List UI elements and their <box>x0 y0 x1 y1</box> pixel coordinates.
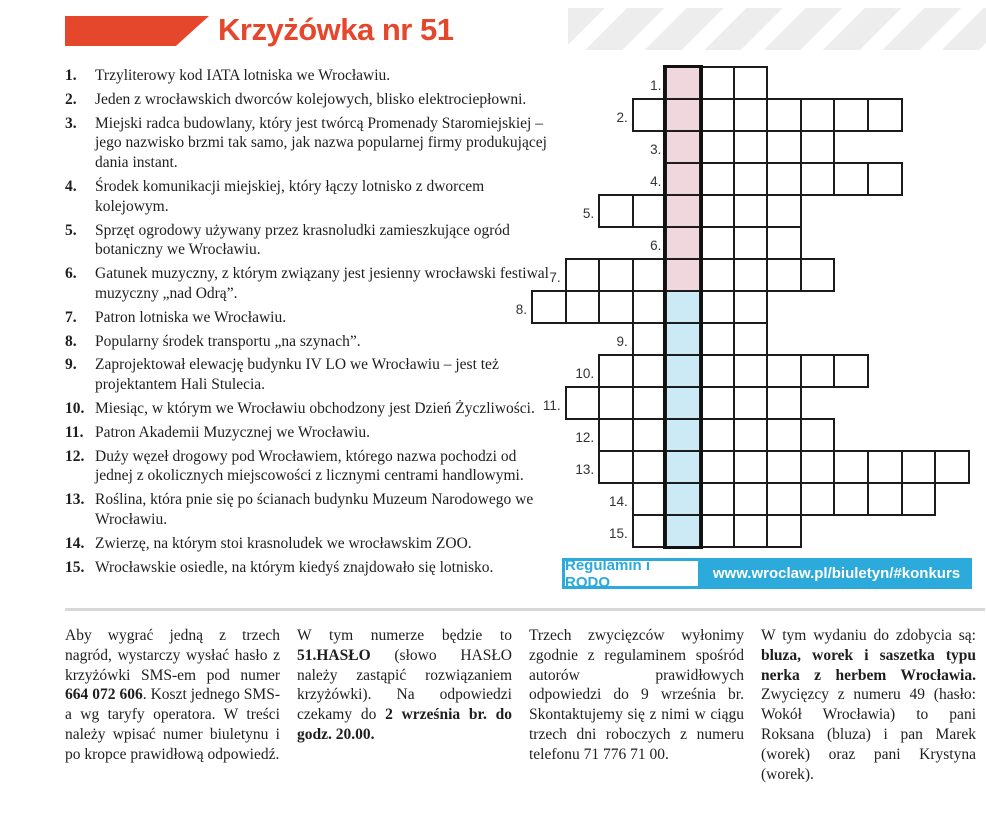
grid-cell <box>800 354 836 388</box>
grid-cell <box>632 450 668 484</box>
grid-cell <box>598 418 634 452</box>
grid-cell <box>598 290 634 324</box>
clue-text: Trzyliterowy kod IATA lotniska we Wrocławiu. <box>95 67 391 84</box>
text-segment: Aby wygrać jedną z trzech nagród, wystarczy wysłać hasło z krzyżówki SMS-em pod numer <box>65 627 280 684</box>
grid-cell <box>867 98 903 132</box>
text-segment: Zwycięzcy z numeru 49 (hasło: Wokół Wrocławia) to pani Roksana (bluza) i pan Marek (worek) oraz pani Krystyna (worek). <box>761 686 976 783</box>
grid-cell <box>565 290 601 324</box>
grid-cell <box>800 98 836 132</box>
text-segment: . Koszt jednego SMS-a wg taryfy operatora. W treści należy wpisać numer biuletynu i po kropce prawidłową odpowiedź. <box>65 686 280 763</box>
grid-cell <box>632 290 668 324</box>
grid-cell <box>699 66 735 100</box>
grid-cell <box>766 162 802 196</box>
clue-item <box>65 558 551 578</box>
clue-text: Zaprojektował elewację budynku IV LO we Wrocławiu – jest też projektantem Hali Stulecia. <box>95 356 499 394</box>
section-divider <box>65 608 985 611</box>
grid-cell <box>699 322 735 356</box>
clue-item <box>65 308 551 328</box>
clue-item <box>65 114 551 173</box>
grid-cell <box>699 386 735 420</box>
grid-cell <box>598 194 634 228</box>
grid-row-label: 7. <box>549 270 561 285</box>
clue-text: Duży węzeł drogowy pod Wrocławiem, którego nazwa pochodzi od jednej z okolicznych miejscowości z licznymi centrami handlowymi. <box>95 447 524 485</box>
clue-text: Sprzęt ogrodowy używany przez krasnoludki zamieszkujące ogród botaniczny we Wrocławiu. <box>95 221 510 259</box>
clue-text: Patron lotniska we Wrocławiu. <box>95 308 287 326</box>
grid-cell <box>699 258 735 292</box>
grid-cell <box>867 482 903 516</box>
clue-item <box>65 221 551 261</box>
grid-row-label: 8. <box>515 302 527 317</box>
text-segment: 51.HASŁO <box>297 646 371 664</box>
clue-number: 9. <box>65 356 77 374</box>
clue-item <box>65 399 551 419</box>
grid-cell <box>665 226 701 260</box>
grid-cell <box>867 162 903 196</box>
grid-cell <box>766 450 802 484</box>
info-paragraph <box>297 626 512 785</box>
info-paragraph <box>761 626 976 785</box>
text-segment: bluza, worek i saszetka typu nerka z herbem Wrocławia. <box>761 646 976 684</box>
grid-cell <box>901 482 937 516</box>
grid-cell <box>733 162 769 196</box>
grid-cell <box>699 418 735 452</box>
clue-text: Popularny środek transportu „na szynach”. <box>95 332 361 350</box>
grid-cell <box>699 450 735 484</box>
grid-cell <box>766 130 802 164</box>
clue-number: 6. <box>65 265 77 283</box>
regulations-link[interactable]: Regulamin i RODO <box>562 558 701 589</box>
grid-cell <box>733 66 769 100</box>
clue-number: 3. <box>65 114 77 132</box>
grid-cell <box>766 418 802 452</box>
grid-cell <box>598 450 634 484</box>
grid-cell <box>632 514 668 548</box>
clue-text: Wrocławskie osiedle, na którym kiedyś znajdowało się lotnisko. <box>95 558 494 576</box>
grid-cell <box>733 258 769 292</box>
grid-cell <box>733 322 769 356</box>
grid-cell <box>565 258 601 292</box>
diagonal-stripes-decoration <box>568 8 986 50</box>
grid-cell <box>565 386 601 420</box>
grid-row-label: 11. <box>542 398 561 413</box>
grid-cell <box>665 130 701 164</box>
clue-text: Patron Akademii Muzycznej we Wrocławiu. <box>95 423 370 441</box>
clue-item <box>65 534 551 554</box>
clue-list <box>65 66 551 581</box>
text-segment: (słowo HASŁO należy zastąpić rozwiązaniem krzyżówki). Na odpowiedzi czekamy do <box>297 646 512 724</box>
grid-cell <box>699 98 735 132</box>
grid-row-label: 9. <box>616 334 628 349</box>
text-segment: 2 września br. do godz. 20.00. <box>297 706 512 744</box>
grid-cell <box>665 482 701 516</box>
clue-number: 1. <box>65 67 77 84</box>
grid-cell <box>733 386 769 420</box>
grid-cell <box>800 450 836 484</box>
grid-row-label: 14. <box>609 494 628 509</box>
clue-number: 7. <box>65 308 77 326</box>
clue-number: 4. <box>65 177 77 195</box>
grid-cell <box>766 98 802 132</box>
grid-cell <box>733 226 769 260</box>
grid-cell <box>665 514 701 548</box>
grid-cell <box>665 418 701 452</box>
grid-cell <box>699 354 735 388</box>
clue-text: Środek komunikacji miejskiej, który łączy lotnisko z dworcem kolejowym. <box>95 177 485 215</box>
grid-cell <box>733 418 769 452</box>
clue-item <box>65 490 551 530</box>
grid-cell <box>733 450 769 484</box>
grid-row-label: 15. <box>609 526 628 541</box>
clue-number: 12. <box>65 447 85 465</box>
grid-cell <box>733 482 769 516</box>
grid-cell <box>800 258 836 292</box>
grid-cell <box>665 66 701 100</box>
grid-cell <box>632 194 668 228</box>
grid-cell <box>632 98 668 132</box>
grid-row-label: 5. <box>582 206 595 221</box>
grid-cell <box>632 354 668 388</box>
text-segment: Trzech zwycięzców wyłonimy zgodnie z regulaminem spośród autorów prawidłowych odpowiedzi do 9 września br. Skontaktujemy się z nimi w ciągu trzech dni roboczych z numeru telefonu 71 776 71 00. <box>529 627 744 763</box>
text-segment: W tym wydaniu do zdobycia są: <box>761 627 976 644</box>
info-paragraph <box>529 626 744 785</box>
clue-number: 8. <box>65 332 77 350</box>
grid-cell <box>867 450 903 484</box>
grid-row-label: 6. <box>650 238 662 253</box>
clue-number: 5. <box>65 221 77 239</box>
grid-cell <box>598 354 634 388</box>
grid-row-label: 13. <box>575 462 595 477</box>
grid-cell <box>733 354 769 388</box>
grid-cell <box>665 98 701 132</box>
clue-number: 14. <box>65 534 85 552</box>
grid-cell <box>934 450 970 484</box>
grid-footer-bar <box>562 558 972 589</box>
clue-number: 11. <box>65 423 84 441</box>
grid-cell <box>632 418 668 452</box>
grid-row-label: 4. <box>650 174 662 189</box>
grid-cell <box>733 194 769 228</box>
grid-cell <box>833 162 869 196</box>
text-segment: 664 072 606 <box>65 686 143 704</box>
grid-cell <box>632 322 668 356</box>
grid-cell <box>699 514 735 548</box>
contest-url-link[interactable]: www.wroclaw.pl/biuletyn/#konkurs <box>701 558 972 589</box>
grid-cell <box>699 162 735 196</box>
grid-row-label: 10. <box>575 366 595 381</box>
grid-cell <box>901 450 937 484</box>
grid-cell <box>665 290 701 324</box>
page-title: Krzyżówka nr 51 <box>218 12 454 47</box>
grid-row-label: 2. <box>616 110 628 125</box>
grid-cell <box>733 290 769 324</box>
info-paragraph <box>65 626 280 785</box>
clue-text: Gatunek muzyczny, z którym związany jest jesienny wrocławski festiwal muzyczny „nad Odrą”. <box>95 265 549 302</box>
grid-cell <box>766 194 802 228</box>
grid-cell <box>598 258 634 292</box>
clue-item <box>65 423 551 443</box>
clue-item <box>65 355 551 395</box>
grid-cell <box>766 482 802 516</box>
grid-cell <box>699 226 735 260</box>
clue-number: 10. <box>65 399 85 417</box>
clue-text: Miejski radca budowlany, który jest twórcą Promenady Staromiejskiej – jego nazwisko brzmi tak samo, jak nazwa popularnej firmy produkującej dania instant. <box>95 114 547 172</box>
grid-cell <box>833 450 869 484</box>
grid-row-label: 3. <box>650 142 662 157</box>
grid-cell <box>833 482 869 516</box>
grid-cell <box>632 482 668 516</box>
clue-item <box>65 447 551 487</box>
grid-cell <box>665 386 701 420</box>
grid-cell <box>665 450 701 484</box>
grid-cell <box>733 98 769 132</box>
grid-cell <box>665 194 701 228</box>
grid-cell <box>800 482 836 516</box>
clue-item <box>65 66 551 86</box>
clue-text: Zwierzę, na którym stoi krasnoludek we wrocławskim ZOO. <box>95 534 472 552</box>
grid-cell <box>833 98 869 132</box>
grid-cell <box>699 130 735 164</box>
grid-cell <box>766 226 802 260</box>
grid-cell <box>531 290 567 324</box>
grid-cell <box>632 258 668 292</box>
grid-cell <box>665 258 701 292</box>
clue-number: 2. <box>65 90 77 108</box>
grid-cell <box>800 162 836 196</box>
grid-cell <box>699 194 735 228</box>
grid-cell <box>833 354 869 388</box>
grid-cell <box>766 386 802 420</box>
info-columns <box>65 626 976 785</box>
clue-item <box>65 177 551 217</box>
grid-cell <box>598 386 634 420</box>
clue-text: Miesiąc, w którym we Wrocławiu obchodzony jest Dzień Życzliwości. <box>95 399 535 417</box>
grid-cell <box>699 482 735 516</box>
grid-cell <box>766 514 802 548</box>
grid-cell <box>800 418 836 452</box>
clue-number: 15. <box>65 558 85 576</box>
grid-cell <box>632 386 668 420</box>
grid-row-label: 12. <box>575 430 595 445</box>
grid-cell <box>699 290 735 324</box>
red-banner-shape <box>65 16 209 46</box>
clue-item <box>65 264 551 304</box>
grid-cell <box>665 162 701 196</box>
clue-text: Jeden z wrocławskich dworców kolejowych, blisko elektrociepłowni. <box>95 90 527 108</box>
grid-cell <box>800 130 836 164</box>
text-segment: W tym numerze będzie to <box>297 627 512 644</box>
clue-item <box>65 332 551 352</box>
grid-row-label: 1. <box>650 78 662 93</box>
grid-cell <box>766 354 802 388</box>
clue-text: Roślina, która pnie się po ścianach budynku Muzeum Narodowego we Wrocławiu. <box>95 491 534 528</box>
grid-cell <box>766 258 802 292</box>
grid-cell <box>733 514 769 548</box>
grid-cell <box>733 130 769 164</box>
clue-item <box>65 90 551 110</box>
clue-number: 13. <box>65 491 85 509</box>
grid-cell <box>665 354 701 388</box>
grid-cell <box>665 322 701 356</box>
